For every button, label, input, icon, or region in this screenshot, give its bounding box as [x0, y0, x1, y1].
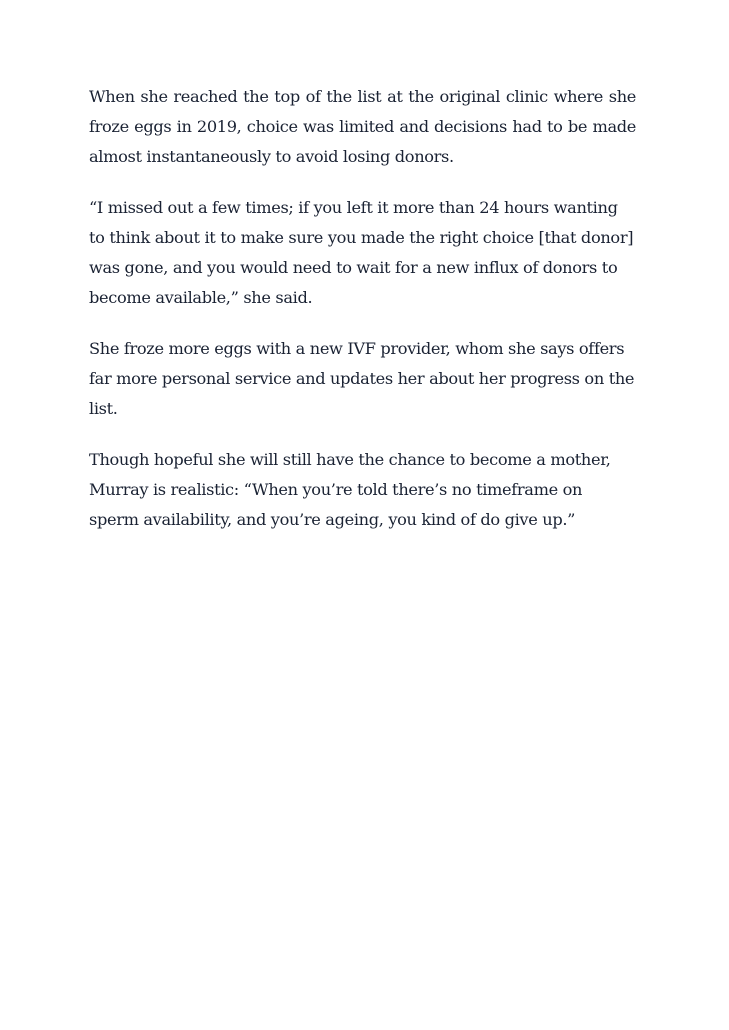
paragraph-murray-realistic: Though hopeful she will still have the chance to become a mother, Murray is realistic: “When you’re told there’s no timeframe on sperm availability, and you’re ageing, you kind of do give up.”: [89, 450, 611, 529]
paragraph-missed-out-quote: “I missed out a few times; if you left it more than 24 hours wanting to think about it to make sure you made the right choice [that donor] was gone, and you would need to wait for a new influx of donors to become available,” she said.: [89, 198, 634, 307]
paragraph-new-ivf-provider: She froze more eggs with a new IVF provider, whom she says offers far more personal service and updates her about her progress on the list.: [89, 339, 635, 418]
article-body: [89, 82, 636, 556]
paragraph-clinic-choice: When she reached the top of the list at the original clinic where she froze eggs in 2019, choice was limited and decisions had to be made almost instantaneously to avoid losing donors.: [89, 87, 636, 166]
